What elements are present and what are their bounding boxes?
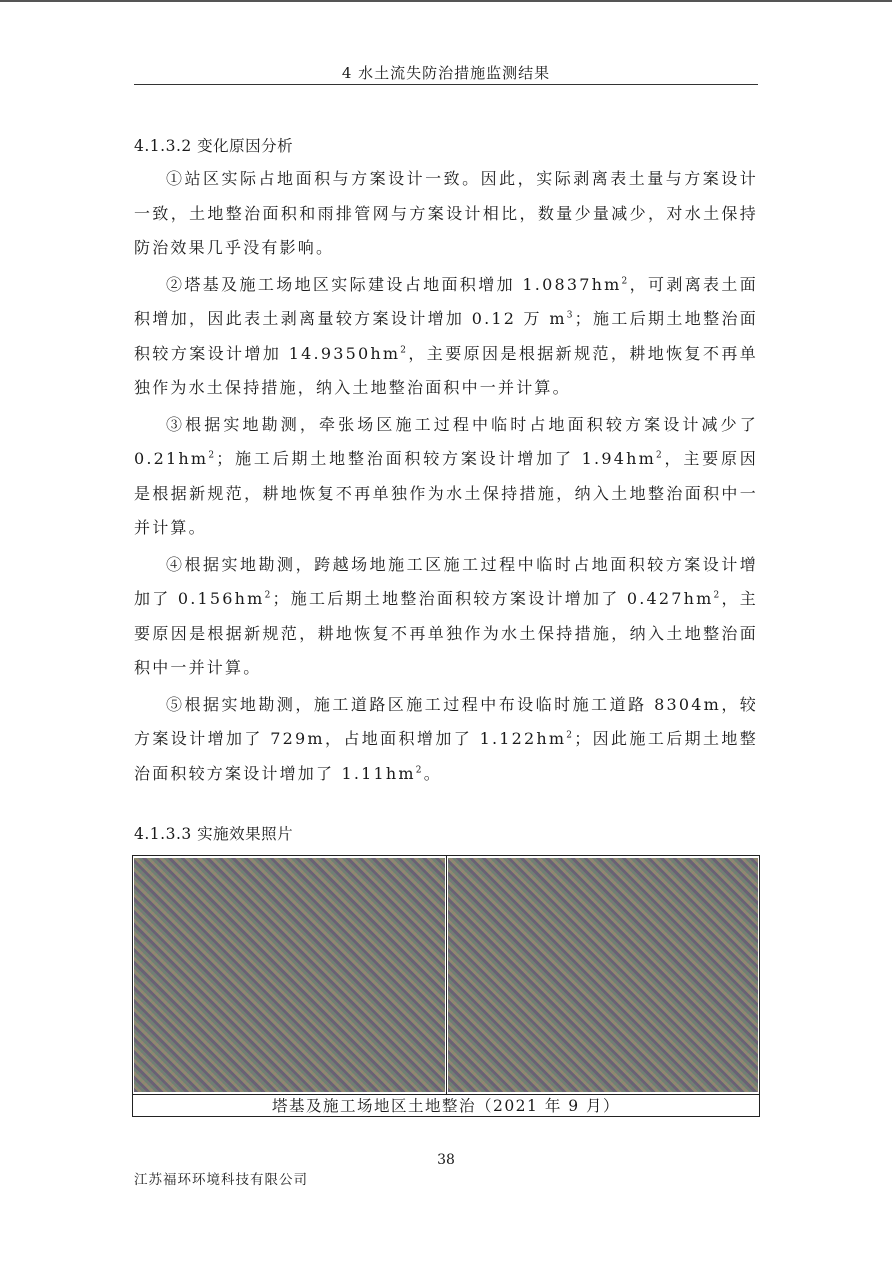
site-photo-right xyxy=(448,858,758,1092)
paragraph-1: ①站区实际占地面积与方案设计一致。因此，实际剥离表土量与方案设计一致，土地整治面积和雨排管网与方案设计相比，数量少量减少，对水土保持防治效果几乎没有影响。 xyxy=(134,169,758,257)
header-rule xyxy=(134,84,758,85)
text-run: ，主要原因是根据新规范，耕地恢复不再单独作为水土保持措施，纳入土地整治面积中一并计算。 xyxy=(134,343,758,397)
superscript: 2 xyxy=(208,450,217,461)
text-run: ②塔基及施工场地区实际建设占地面积增加 1.0837hm xyxy=(166,274,622,294)
text-run: ③根据实地勘测，牵张场区施工过程中临时占地面积较方案设计减少了 0.21hm xyxy=(134,414,758,468)
site-photo-left xyxy=(134,858,445,1092)
text-run: ，主要原因是根据新规范，耕地恢复不再单独作为水土保持措施，纳入土地整治面积中一并计算。 xyxy=(134,449,758,537)
superscript: 2 xyxy=(566,730,575,741)
text-run: ④根据实地勘测，跨越场地施工区施工过程中临时占地面积较方案设计增加了 0.156hm xyxy=(134,554,758,608)
running-header: 4 水土流失防治措施监测结果 xyxy=(341,64,551,82)
section-heading-change-analysis: 4.1.3.2 变化原因分析 xyxy=(134,137,294,155)
superscript: 2 xyxy=(400,345,409,356)
footer-company: 江苏福环环境科技有限公司 xyxy=(134,1172,308,1188)
paragraph-4 xyxy=(134,548,758,686)
page-top-border xyxy=(0,0,892,2)
superscript: 2 xyxy=(655,450,664,461)
superscript: 2 xyxy=(415,765,424,776)
text-run: 。 xyxy=(423,763,442,783)
photo-table xyxy=(132,855,760,1117)
text-run: ⑤根据实地勘测，施工道路区施工过程中布设临时施工道路 8304m，较方案设计增加了 729m，占地面积增加了 1.122hm xyxy=(134,694,758,748)
text-run: ；施工后期土地整治面积较方案设计增加了 0.427hm xyxy=(272,589,714,608)
paragraph-2 xyxy=(134,268,758,406)
superscript: 3 xyxy=(566,310,575,321)
page-number: 38 xyxy=(437,1152,455,1168)
text-run: ；施工后期土地整治面积较方案设计增加了 1.94hm xyxy=(216,449,656,468)
section-heading-photos: 4.1.3.3 实施效果照片 xyxy=(134,825,294,843)
paragraph-3 xyxy=(134,408,758,546)
text-run: ；因此施工后期土地整治面积较方案设计增加了 1.11hm xyxy=(134,729,758,783)
paragraph-5 xyxy=(134,688,758,792)
superscript: 2 xyxy=(713,590,722,601)
photo-caption: 塔基及施工场地区土地整治（2021 年 9 月） xyxy=(271,1097,621,1115)
superscript: 2 xyxy=(264,590,273,601)
text-run: ，主要原因是根据新规范，耕地恢复不再单独作为水土保持措施，纳入土地整治面积中一并计算。 xyxy=(134,589,758,677)
superscript: 2 xyxy=(621,276,630,287)
text-run: ，可剥离表土面积增加，因此表土剥离量较方案设计增加 0.12 万 m xyxy=(134,274,758,328)
photo-divider xyxy=(446,856,447,1094)
text-run: ；施工后期土地整治面积较方案设计增加 14.9350hm xyxy=(134,309,758,363)
body-text xyxy=(134,162,758,793)
